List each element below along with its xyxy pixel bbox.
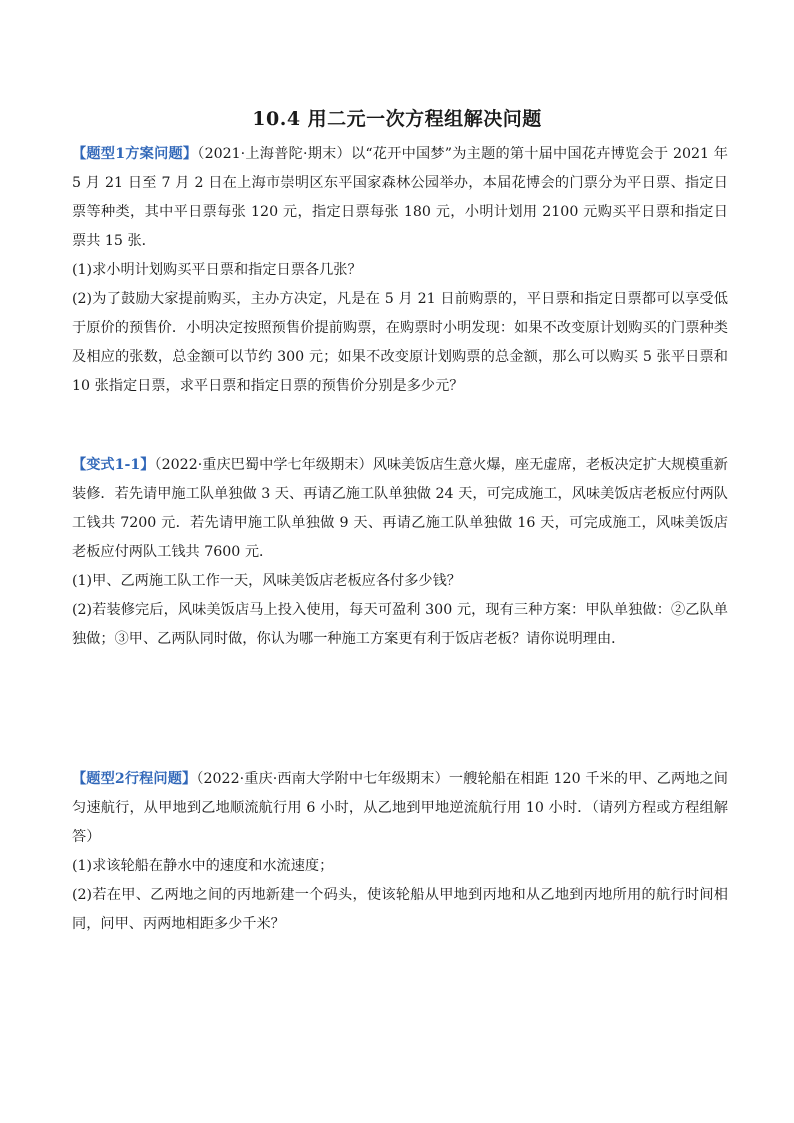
problem-stem [72, 140, 728, 256]
sub-question-2: (2)为了鼓励大家提前购买，主办方决定，凡是在 5 月 21 日前购票的，平日票和指定日票都可以享受低于原价的预售价．小明决定按照预售价提前购票，在购票时小明发现：如果不改变原计划购买的门票种类及相应的张数，总金额可以节约 300 元；如果不改变原计划购票的总金额，那么可以购买 5 张平日票和 10 张指定日票，求平日票和指定日票的预售价分别是多少元？ [72, 291, 728, 394]
problem-text: 风味美饭店生意火爆，座无虚席，老板决定扩大规模重新装修．若先请甲施工队单独做 3 天、再请乙施工队单独做 24 天，可完成施工，风味美饭店老板应付两队工钱共 7200 元．若先请甲施工队单独做 9 天、再请乙施工队单独做 16 天，可完成施工，风味美饭店老板应付两队工钱共 7600 元． [72, 457, 728, 560]
problem-text: 一艘轮船在相距 120 千米的甲、乙两地之间匀速航行，从甲地到乙地顺流航行用 6 小时，从乙地到甲地逆流航行用 10 小时．（请列方程或方程组解答） [72, 771, 728, 845]
problem-stem [72, 765, 728, 852]
problem-1 [72, 140, 728, 401]
problem-tag: 【题型1方案问题】 [72, 146, 198, 162]
sub-question-1: (1)求该轮船在静水中的速度和水流速度； [72, 858, 334, 874]
problem-source: （2022·重庆·西南大学附中七年级期末） [196, 771, 449, 787]
sub-question-2: (2)若在甲、乙两地之间的丙地新建一个码头，使该轮船从甲地到丙地和从乙地到丙地所用的航行时间相同，问甲、丙两地相距多少千米？ [72, 887, 728, 932]
problem-2 [72, 451, 728, 654]
page-title: 10.4 用二元一次方程组解决问题 [252, 108, 542, 130]
problem-source: （2022·重庆巴蜀中学七年级期末） [154, 457, 373, 473]
problem-tag: 【题型2行程问题】 [72, 771, 197, 787]
problem-source: （2021·上海普陀·期末） [197, 146, 351, 162]
sub-question-2: (2)若装修完后，风味美饭店马上投入使用，每天可盈利 300 元，现有三种方案：甲队单独做：②乙队单独做；③甲、乙两队同时做，你认为哪一种施工方案更有利于饭店老板？请你说明理由． [72, 602, 728, 647]
sub-question-1: (1)求小明计划购买平日票和指定日票各几张？ [72, 262, 362, 278]
sub-question-1: (1)甲、乙两施工队工作一天，风味美饭店老板应各付多少钱？ [72, 573, 461, 589]
problem-tag: 【变式1-1】 [72, 457, 155, 473]
problem-3 [72, 765, 728, 939]
problem-text: 以“花开中国梦”为主题的第十届中国花卉博览会于 2021 年 5 月 21 日至 7 月 2 日在上海市崇明区东平国家森林公园举办，本届花博会的门票分为平日票、指定日票等种类，其中平日票每张 120 元，指定日票每张 180 元，小明计划用 2100 元购买平日票和指定日票共 15 张． [72, 146, 728, 249]
problem-stem [72, 451, 728, 567]
